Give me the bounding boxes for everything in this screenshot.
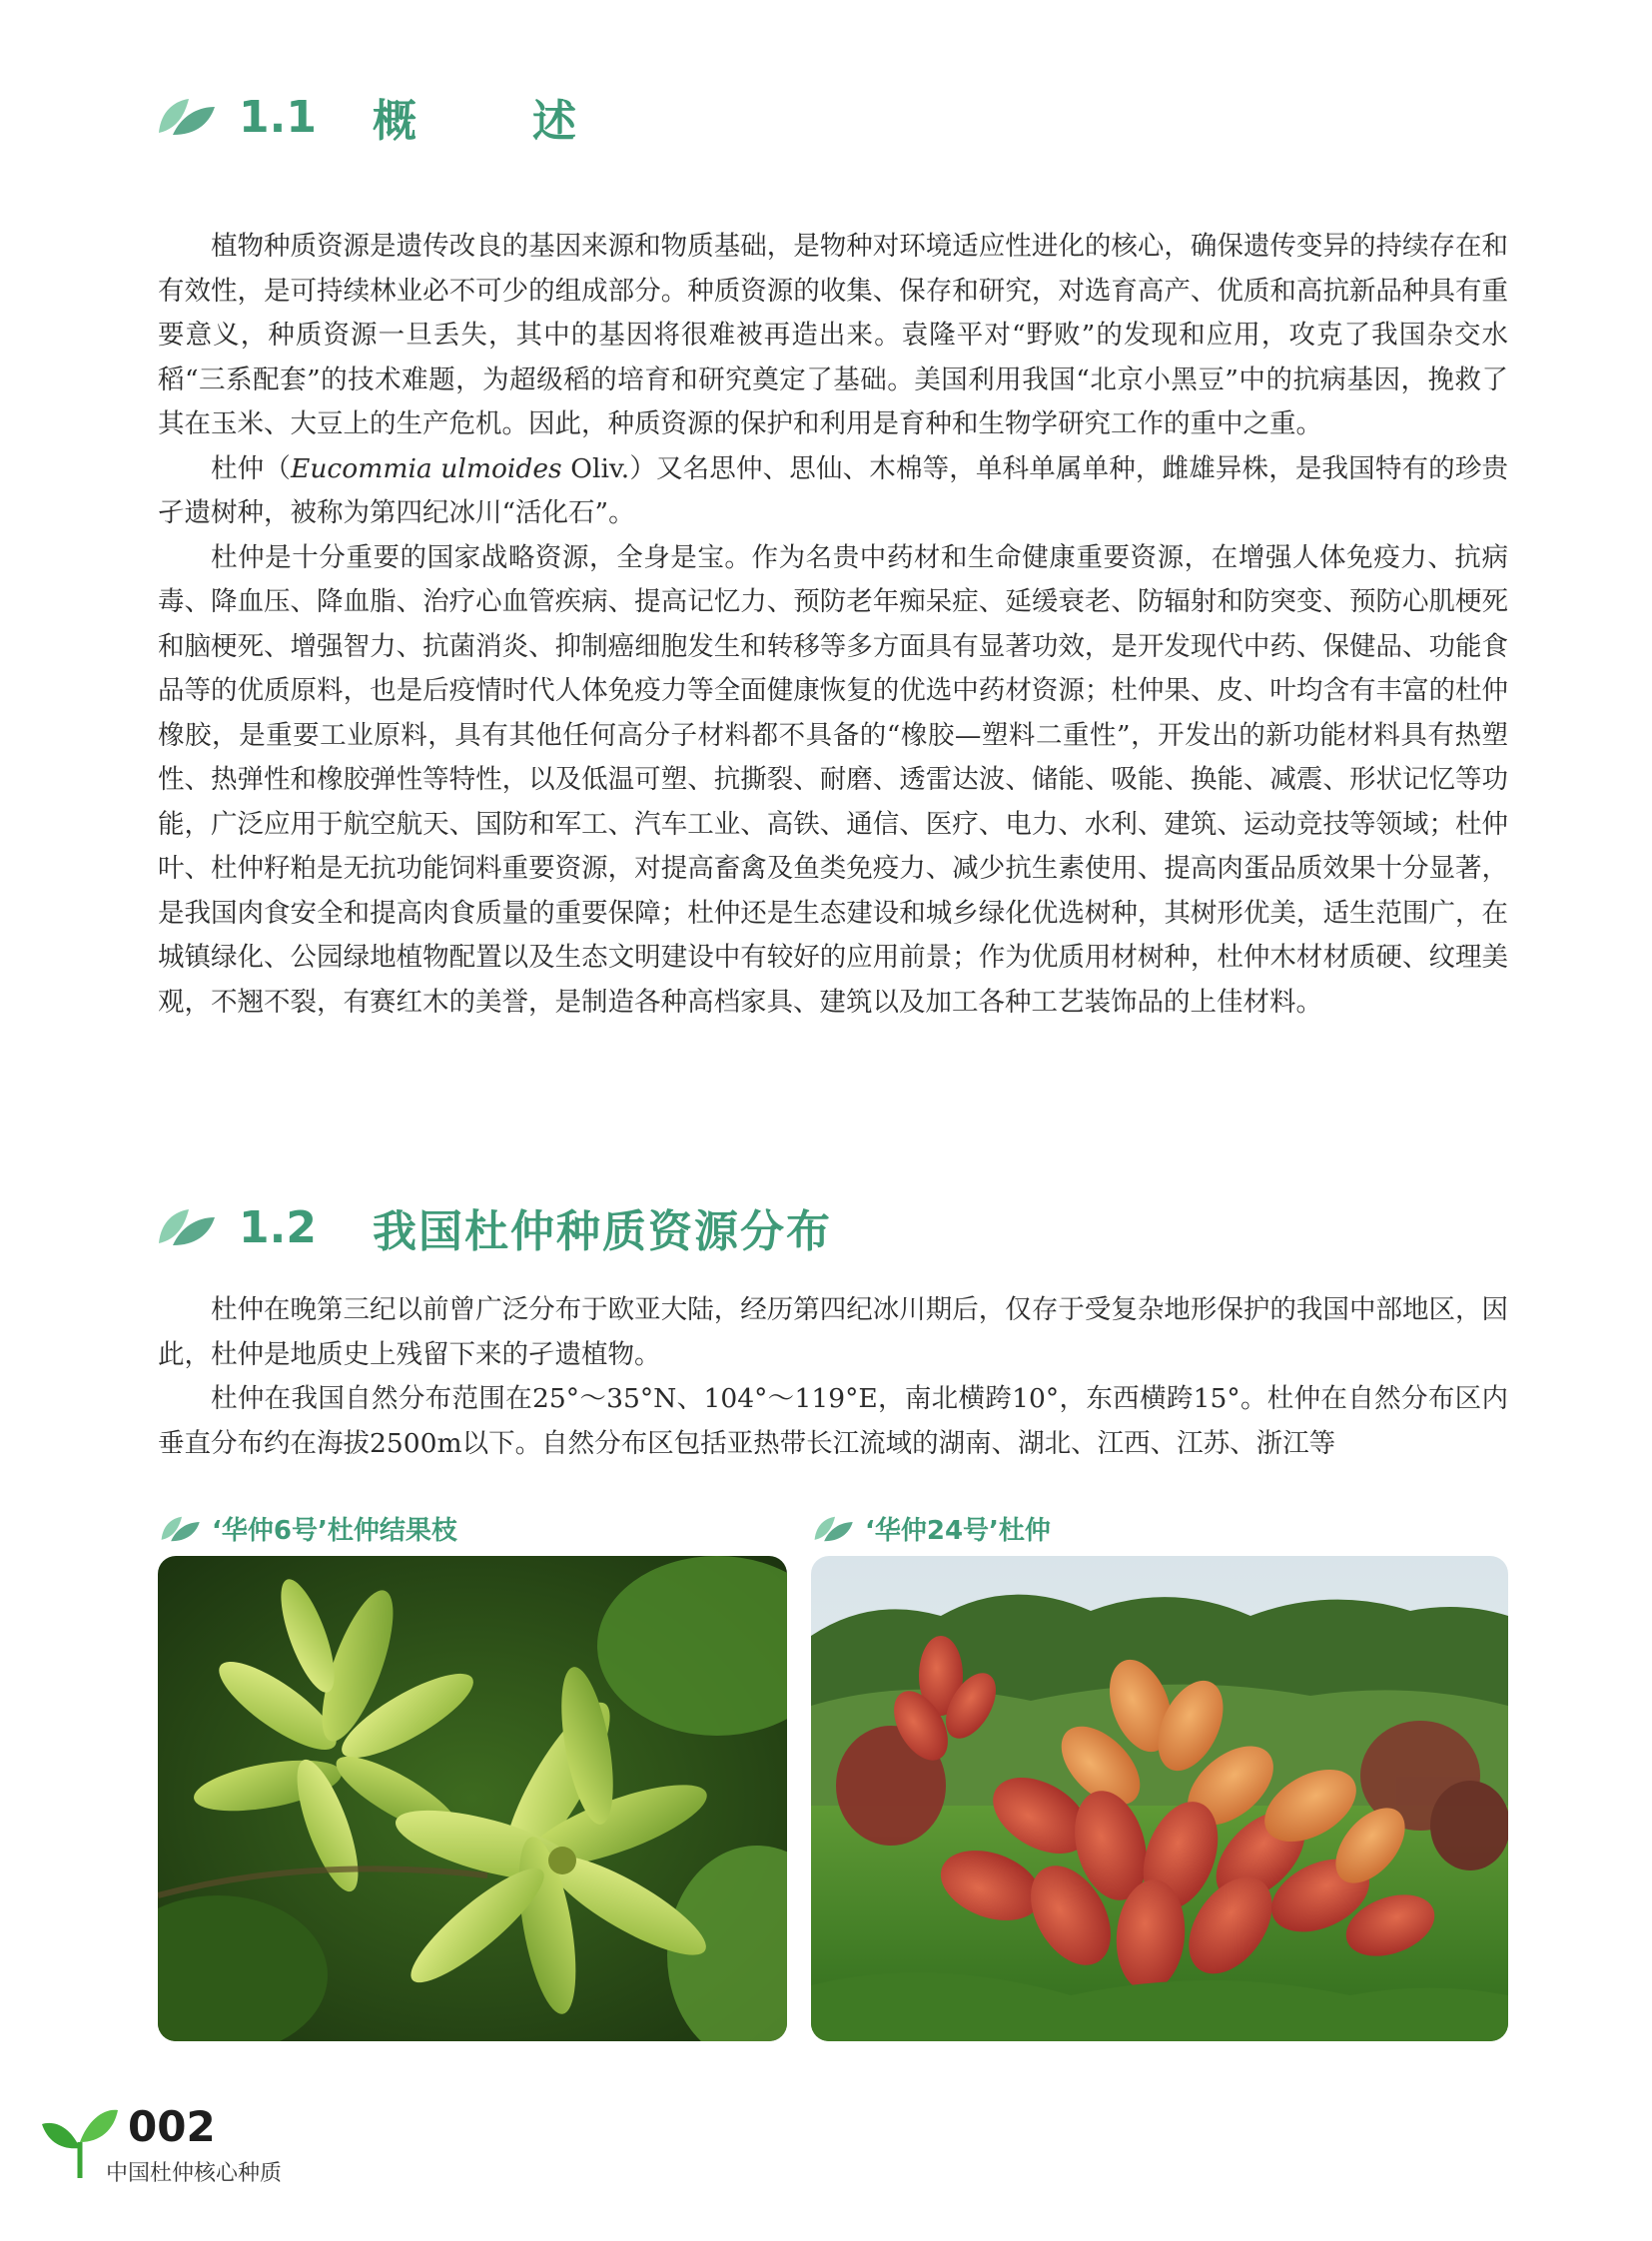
leaf-branch-image <box>158 1556 787 2041</box>
section-title: 我国杜仲种质资源分布 <box>372 1206 832 1257</box>
paragraph: 杜仲是十分重要的国家战略资源，全身是宝。作为名贵中药材和生命健康重要资源，在增强人体免疫力、抗病毒、降血压、降血脂、治疗心血管疾病、提高记忆力、预防老年痴呆症、延缓衰老、防辐射和防突变、预防心肌梗死和脑梗死、增强智力、抗菌消炎、抑制癌细胞发生和转移等多方面具有显著功效，是开发现代中药、保健品、功能食品等的优质原料，也是后疫情时代人体免疫力等全面健康恢复的优选中药材资源；杜仲果、皮、叶均含有丰富的杜仲橡胶，是重要工业原料，具有其他任何高分子材料都不具备的“橡胶—塑料二重性”，开发出的新功能材料具有热塑性、热弹性和橡胶弹性等特性，以及低温可塑、抗撕裂、耐磨、透雷达波、储能、吸能、换能、减震、形状记忆等功能，广泛应用于航空航天、国防和军工、汽车工业、高铁、通信、医疗、电力、水利、建筑、运动竞技等领域；杜仲叶、杜仲籽粕是无抗功能饲料重要资源，对提高畜禽及鱼类免疫力、减少抗生素使用、提高肉蛋品质效果十分显著，是我国肉食安全和提高肉食质量的重要保障；杜仲还是生态建设和城乡绿化优选树种，其树形优美，适生范围广，在城镇绿化、公园绿地植物配置以及生态文明建设中有较好的应用前景；作为优质用材树种，杜仲木材材质硬、纹理美观，不翘不裂，有赛红木的美誉，是制造各种高档家具、建筑以及加工各种工艺装饰品的上佳材料。 <box>158 541 1508 1018</box>
red-shrub-image <box>811 1556 1508 2041</box>
book-title: 中国杜仲核心种质 <box>106 2161 283 2186</box>
section-number: 1.1 <box>239 91 317 143</box>
page-number: 002 <box>128 2102 216 2151</box>
section-heading-1-1 <box>155 82 612 152</box>
figure-caption-2 <box>811 1510 1051 1547</box>
section-heading-1-2 <box>155 1192 832 1262</box>
leaf-icon <box>155 95 217 139</box>
leaf-icon <box>155 1205 217 1249</box>
paragraph-text: Oliv.）又名思仲、思仙、木棉等，单科单属单种，雌雄异株，是我国特有的珍贵孑遗树种，被称为第四纪冰川“活化石”。 <box>158 452 1508 528</box>
caption-text: ‘华仲6号’杜仲结果枝 <box>212 1516 457 1546</box>
section-body-1-1 <box>158 225 1508 1025</box>
paragraph-text: 杜仲（ <box>211 452 291 484</box>
paragraph: 杜仲在晚第三纪以前曾广泛分布于欧亚大陆，经历第四纪冰川期后，仅存于受复杂地形保护的我国中部地区，因此，杜仲是地质史上残留下来的孑遗植物。 <box>158 1294 1508 1370</box>
section-title: 概 述 <box>372 96 612 147</box>
photo-red-leaf-eucommia <box>811 1556 1508 2041</box>
paragraph: 植物种质资源是遗传改良的基因来源和物质基础，是物种对环境适应性进化的核心，确保遗传变异的持续存在和有效性，是可持续林业必不可少的组成部分。种质资源的收集、保存和研究，对选育高产、优质和高抗新品种具有重要意义，种质资源一旦丢失，其中的基因将很难被再造出来。袁隆平对“野败”的发现和应用，攻克了我国杂交水稻“三系配套”的技术难题，为超级稻的培育和研究奠定了基础。美国利用我国“北京小黑豆”中的抗病基因，挽救了其在玉米、大豆上的生产危机。因此，种质资源的保护和利用是育种和生物学研究工作的重中之重。 <box>158 231 1508 439</box>
caption-text: ‘华仲24号’杜仲 <box>865 1516 1051 1546</box>
latin-name: Eucommia ulmoides <box>290 452 562 484</box>
figure-caption-1 <box>158 1510 457 1547</box>
section-number: 1.2 <box>239 1201 317 1253</box>
paragraph <box>158 447 1508 536</box>
leaf-icon <box>811 1514 855 1544</box>
photo-fruiting-branch <box>158 1556 787 2041</box>
paragraph: 杜仲在我国自然分布范围在25°～35°N、104°～119°E，南北横跨10°，东西横跨15°。杜仲在自然分布区内垂直分布约在海拔2500m以下。自然分布区包括亚热带长江流域的湖南、湖北、江西、江苏、浙江等 <box>158 1383 1508 1459</box>
leaf-icon <box>158 1514 202 1544</box>
section-body-1-2 <box>158 1288 1508 1466</box>
